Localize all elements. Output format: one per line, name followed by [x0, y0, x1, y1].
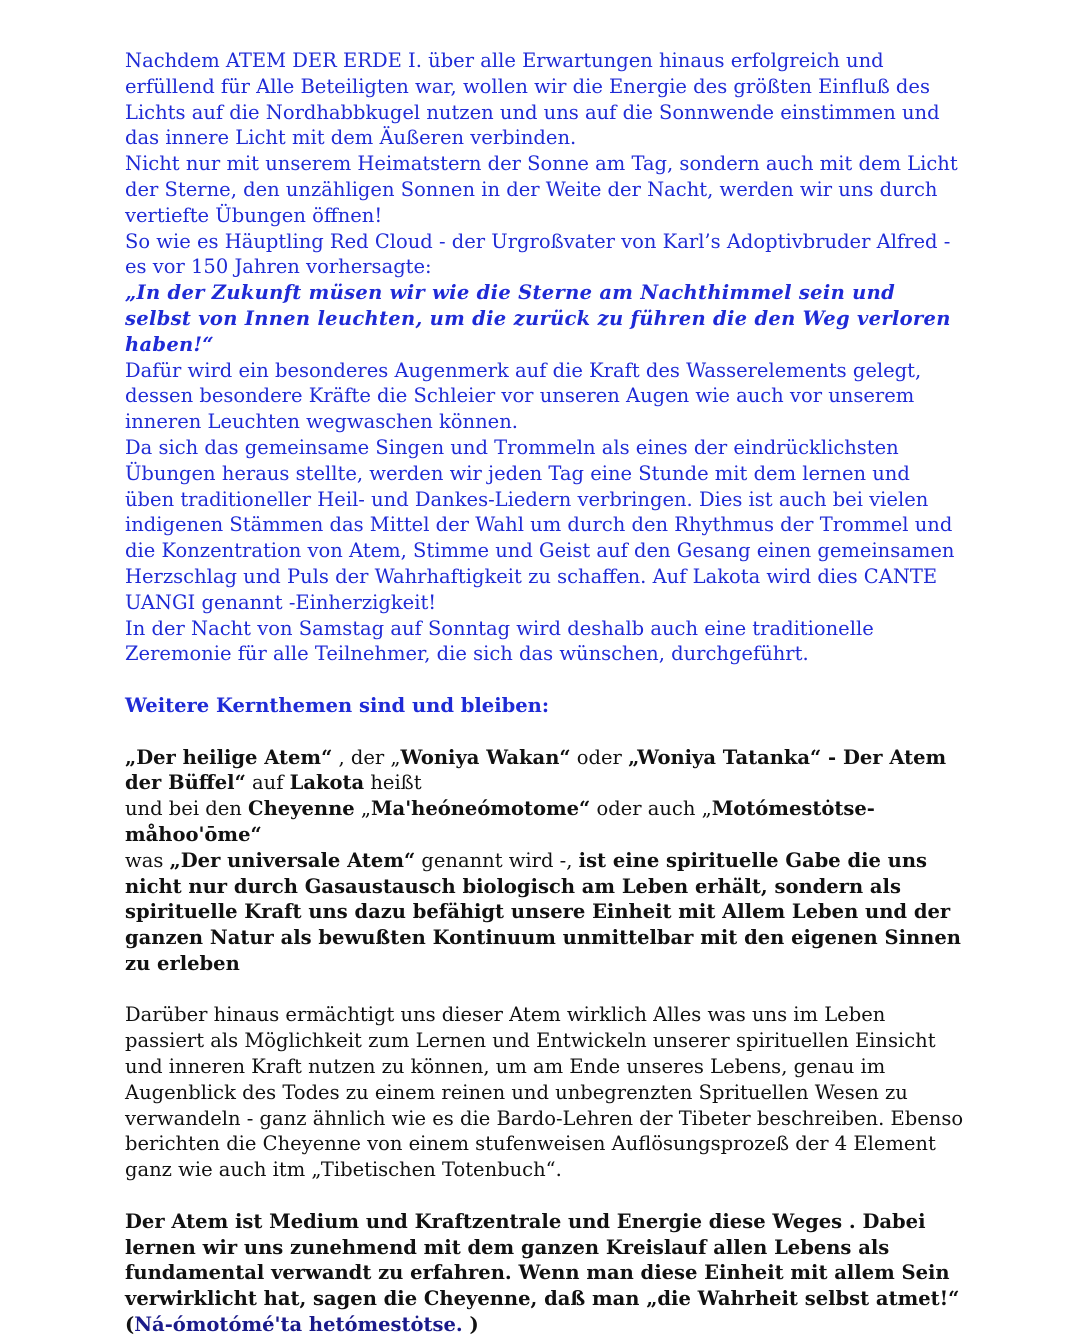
term-cheyenne: Cheyenne: [248, 797, 355, 821]
red-cloud-quote: „In der Zukunft müsen wir wie die Sterne am Nachthimmel sein und selbst von Innen leuchten, um die zurück zu führen die den Weg verloren haben!“: [125, 281, 951, 356]
atem-spiritual-gift-text: ist eine spirituelle Gabe die uns nicht nur durch Gasaustausch biologisch am Leben erhält, sondern als spirituelle Kraft uns dazu befähigt unsere Einheit mit Allem Leben und der ganzen Natur als bewußten Kontinuum unmittelbar mit den eigenen Sinnen zu erleben: [125, 848, 961, 975]
term-woniya-tatanka: „Woniya Tatanka“ - Der Atem der Büffel“: [125, 745, 947, 795]
intro-paragraph-1: Nachdem ATEM DER ERDE I. über alle Erwartungen hinaus erfolgreich und erfüllend für Alle Beteiligten war, wollen wir die Energie des größten Einfluß des Lichts auf die Nordhabbkugel nutzen und uns auf die Sonnwende einstimmen und das innere Licht mit dem Äußeren verbinden.: [125, 49, 940, 150]
intro-paragraph-2: Nicht nur mit unserem Heimatstern der Sonne am Tag, sondern auch mit dem Licht der Sterne, den unzähligen Sonnen in der Weite der Nacht, werden wir uns durch vertiefte Übungen öffnen!: [125, 152, 958, 227]
text-was: was: [125, 848, 170, 872]
darueber-paragraph: Darüber hinaus ermächtigt uns dieser Atem wirklich Alles was uns im Leben passiert als Möglichkeit zum Lernen und Entwickeln unserer spirituellen Einsicht und inneren Kraft nutzen zu können, um am Ende unseres Lebens, genau im Augenblick des Todes zu einem reinen und unbegrenzten Sprituellen Wesen zu verwandeln - ganz ähnlich wie es die Bardo-Lehren der Tibeter beschreiben. Ebenso berichten die Cheyenne von einem stufenweisen Auflösungsprozeß der 4 Element ganz wie auch itm „Tibetischen Totenbuch“.: [125, 1003, 964, 1182]
term-heiliger-atem: „Der heilige Atem“: [125, 745, 333, 769]
spacer: [125, 977, 965, 1003]
closing-text: Der Atem ist Medium und Kraftzentrale und Energie diese Weges . Dabei lernen wir uns zunehmend mit dem ganzen Kreislauf allen Lebens als fundamental verwandt zu erfahren. Wenn man diese Einheit mit allem Sein verwirklicht hat, sagen die Cheyenne, daß man „die Wahrheit selbst atmet!“ (: [125, 1209, 960, 1337]
term-motomestotse: Motómestȯtse-måhoo'ōme“: [125, 797, 875, 846]
text-der: , der „: [332, 745, 401, 769]
term-maheoneomotome: Ma'heóneómotome“: [370, 797, 591, 821]
intro-paragraph-4: Dafür wird ein besonderes Augenmerk auf die Kraft des Wasserelements gelegt, dessen besondere Kräfte die Schleier vor unseren Augen wie auch vor unserem inneren Leuchten wegwaschen können.: [125, 358, 922, 434]
intro-paragraph-5: Da sich das gemeinsame Singen und Trommeln als eines der eindrücklichsten Übungen heraus stellte, werden wir jeden Tag eine Stunde mit dem lernen und üben traditioneller Heil- und Dankes-Liedern verbringen. Dies ist auch bei vielen indigenen Stämmen das Mittel der Wahl um durch den Rhythmus der Trommel und die Konzentration von Atem, Stimme und Geist auf den Gesang einen gemeinsamen Herzschlag und Puls der Wahrhaftigkeit zu schaffen. Auf Lakota wird dies CANTE UANGI genannt -Einherzigkeit!: [125, 435, 955, 614]
intro-paragraph-3: So wie es Häuptling Red Cloud - der Urgroßvater von Karl’s Adoptivbruder Alfred - es vor 150 Jahren vorhersagte:: [125, 229, 951, 279]
spacer: [125, 667, 965, 693]
text-auf: auf: [245, 771, 290, 795]
text-heisst: heißt: [364, 771, 422, 795]
document-body: [125, 48, 965, 1338]
cheyenne-phrase: Ná-ómotómé'ta hetómestȯtse.: [134, 1313, 463, 1337]
text-und-bei-den: und bei den: [125, 797, 249, 821]
text-oder: oder: [570, 745, 629, 769]
atem-paragraph: [125, 745, 965, 977]
closing-end: ): [462, 1313, 479, 1337]
text-quote-open: „: [354, 797, 371, 821]
term-woniya-wakan: Woniya Wakan“: [400, 745, 571, 769]
intro-paragraph-6: In der Nacht von Samstag auf Sonntag wird deshalb auch eine traditionelle Zeremonie für alle Teilnehmer, die sich das wünschen, durchgeführt.: [125, 616, 874, 666]
text-genannt-wird: genannt wird -,: [415, 848, 579, 872]
spacer: [125, 1183, 965, 1209]
term-universale-atem: „Der universale Atem“: [169, 848, 416, 872]
text-oder-auch: oder auch „: [590, 797, 712, 821]
closing-paragraph: [125, 1209, 965, 1338]
term-lakota: Lakota: [289, 771, 365, 795]
spacer: [125, 719, 965, 745]
section-heading: Weitere Kernthemen sind und bleiben:: [125, 693, 550, 717]
